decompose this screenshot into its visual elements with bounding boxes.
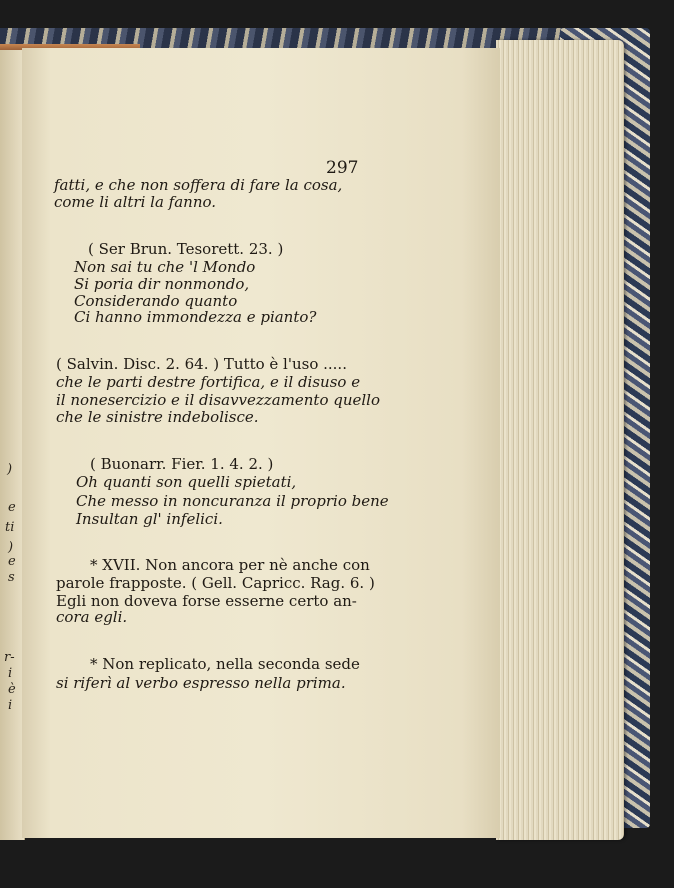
page-number: 297 (326, 158, 359, 178)
verse-line: Ci hanno immondezza e pianto? (74, 308, 317, 326)
margin-fragment: ) (8, 540, 14, 555)
citation: ( Ser Brun. Tesorett. 23. ) (88, 240, 284, 258)
margin-fragment: ) (7, 462, 13, 477)
margin-fragment: e (8, 554, 16, 569)
citation-line: ( Salvin. Disc. 2. 64. ) Tutto è l'uso ..... (56, 355, 347, 373)
margin-fragment: i (8, 698, 13, 713)
note-line: Egli non doveva forse esserne certo an- (56, 592, 357, 610)
verse-line: Non sai tu che 'l Mondo (74, 258, 256, 276)
text-line: che le parti destre fortifica, e il disuso e (56, 373, 361, 391)
citation: ( Buonarr. Fier. 1. 4. 2. ) (90, 455, 274, 473)
verse-line: Oh quanti son quelli spietati, (76, 473, 297, 491)
margin-fragment: è (8, 682, 16, 697)
text-line: fatti, e che non soffera di fare la cosa, (54, 176, 343, 194)
text-line: come li altri la fanno. (54, 193, 217, 211)
note-line: cora egli. (56, 608, 128, 626)
margin-fragment: s (8, 570, 15, 585)
margin-fragment: r- (4, 650, 15, 665)
note-line: * Non replicato, nella seconda sede (90, 655, 360, 673)
page-edges (496, 40, 624, 840)
text-line: il nonesercizio e il disavvezzamento quello (56, 391, 381, 409)
right-page (22, 48, 500, 838)
note-line: * XVII. Non ancora per nè anche con (90, 556, 370, 574)
note-line: parole frapposte. ( Gell. Capricc. Rag. 6. ) (56, 574, 375, 592)
margin-fragment: ti (5, 520, 15, 535)
verse-line: Che messo in noncuranza il proprio bene (76, 492, 389, 510)
verse-line: Si poria dir nonmondo, (74, 275, 250, 293)
verse-line: Considerando quanto (74, 292, 238, 310)
text-line: che le sinistre indebolisce. (56, 408, 259, 426)
margin-fragment: e (8, 500, 16, 515)
note-line: si riferì al verbo espresso nella prima. (56, 674, 346, 692)
margin-fragment: i (8, 666, 13, 681)
verse-line: Insultan gl' infelici. (76, 510, 223, 528)
